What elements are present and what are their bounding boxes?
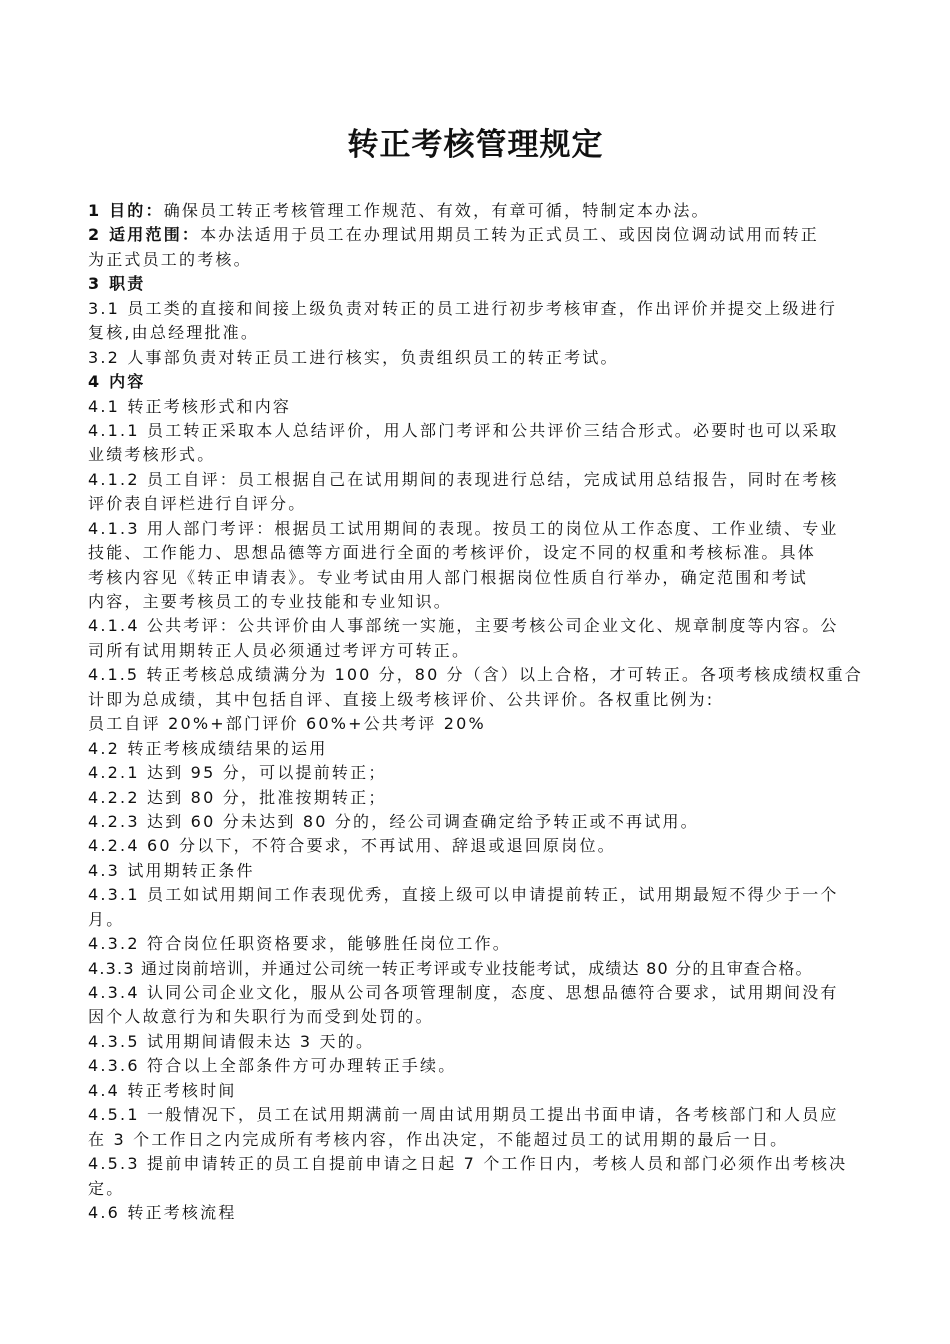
text-line xyxy=(88,932,863,956)
document-title: 转正考核管理规定 xyxy=(347,127,604,163)
line-text: 4.3.5 试用期间请假未达 3 天的。 xyxy=(88,1031,375,1051)
line-text: 4.5.3 提前申请转正的员工自提前申请之日起 7 个工作日内，考核人员和部门必须作出考核决 xyxy=(88,1154,848,1174)
text-line xyxy=(88,248,863,272)
text-line xyxy=(88,1103,863,1127)
line-text: 4.2.3 达到 60 分未达到 80 分的，经公司调查确定给予转正或不再试用。 xyxy=(88,811,699,831)
text-line xyxy=(88,810,863,834)
text-line xyxy=(88,908,863,932)
text-line xyxy=(88,419,863,443)
line-text: 业绩考核形式。 xyxy=(88,445,216,465)
line-text: 4.3.3 通过岗前培训，并通过公司统一转正考评或专业技能考试，成绩达 80 分的且审查合格。 xyxy=(88,958,813,978)
text-line xyxy=(88,688,863,712)
line-text: 因个人故意行为和失职行为而受到处罚的。 xyxy=(88,1007,434,1027)
text-line xyxy=(88,859,863,883)
line-text: 4.2 转正考核成绩结果的运用 xyxy=(88,738,328,758)
line-text: 4.3 试用期转正条件 xyxy=(88,860,255,880)
text-line xyxy=(88,1079,863,1103)
text-line xyxy=(88,737,863,761)
line-text: 在 3 个工作日之内完成所有考核内容，作出决定，不能超过员工的试用期的最后一日。 xyxy=(88,1129,789,1149)
line-text: 4.1.2 员工自评：员工根据自己在试用期间的表现进行总结，完成试用总结报告，同时在考核 xyxy=(88,469,839,489)
text-line xyxy=(88,223,863,247)
line-text: 员工自评 20%+部门评价 60%+公共考评 20% xyxy=(88,714,486,734)
text-line xyxy=(88,346,863,370)
line-text: 4.1.4 公共考评：公共评价由人事部统一实施，主要考核公司企业文化、规章制度等内容。公 xyxy=(88,616,839,636)
line-text: 4.3.6 符合以上全部条件方可办理转正手续。 xyxy=(88,1056,457,1076)
text-line xyxy=(88,1030,863,1054)
text-line xyxy=(88,981,863,1005)
line-text: 4.3.4 认同公司企业文化，服从公司各项管理制度，态度、思想品德符合要求，试用期间没有 xyxy=(88,983,839,1002)
text-line xyxy=(88,370,863,394)
text-line xyxy=(88,883,863,907)
text-line xyxy=(88,517,863,541)
line-text: 4.1 转正考核形式和内容 xyxy=(88,396,292,416)
line-text: 3.1 员工类的直接和间接上级负责对转正的员工进行初步考核审查，作出评价并提交上级进行 xyxy=(88,298,838,318)
line-text: 本办法适用于员工在办理试用期员工转为正式员工、或因岗位调动试用而转正 xyxy=(200,225,819,245)
line-text: 4.6 转正考核流程 xyxy=(88,1202,237,1222)
text-line xyxy=(88,957,863,981)
section-heading: 2 适用范围： xyxy=(88,225,201,245)
line-text: 评价表自评栏进行自评分。 xyxy=(88,494,307,514)
text-line xyxy=(88,492,863,516)
line-text: 内容，主要考核员工的专业技能和专业知识。 xyxy=(88,592,453,611)
text-line xyxy=(88,1128,863,1152)
text-line xyxy=(88,1177,863,1201)
text-line xyxy=(88,199,863,223)
text-line xyxy=(88,712,863,736)
text-line xyxy=(88,1201,863,1225)
line-text: 4.4 转正考核时间 xyxy=(88,1080,237,1100)
line-text: 4.2.4 60 分以下，不符合要求，不再试用、辞退或退回原岗位。 xyxy=(88,836,616,856)
text-line xyxy=(88,786,863,810)
section-heading: 4 内容 xyxy=(88,372,146,392)
text-line xyxy=(88,639,863,663)
line-text: 4.3.1 员工如试用期间工作表现优秀，直接上级可以申请提前转正，试用期最短不得少于一个 xyxy=(88,885,839,905)
text-line xyxy=(88,395,863,419)
line-text: 复核,由总经理批准。 xyxy=(88,323,260,343)
line-text: 为正式员工的考核。 xyxy=(88,249,252,269)
line-text: 4.2.1 达到 95 分，可以提前转正； xyxy=(88,763,387,783)
line-text: 确保员工转正考核管理工作规范、有效，有章可循，特制定本办法。 xyxy=(163,201,710,220)
line-text: 技能、工作能力、思想品德等方面进行全面的考核评价，设定不同的权重和考核标准。具体 xyxy=(88,543,817,563)
text-line xyxy=(88,272,863,296)
line-text: 司所有试用期转正人员必须通过考评方可转正。 xyxy=(88,640,471,660)
text-line xyxy=(88,761,863,785)
text-line xyxy=(88,468,863,492)
text-line xyxy=(88,614,863,638)
line-text: 4.1.1 员工转正采取本人总结评价，用人部门考评和公共评价三结合形式。必要时也可以采取 xyxy=(88,420,839,440)
line-text: 定。 xyxy=(88,1178,125,1198)
section-heading: 1 目的： xyxy=(88,201,164,220)
text-line xyxy=(88,590,863,614)
text-line xyxy=(88,443,863,467)
document-body xyxy=(88,199,863,1225)
text-line xyxy=(88,321,863,345)
line-text: 4.3.2 符合岗位任职资格要求，能够胜任岗位工作。 xyxy=(88,934,511,954)
text-line xyxy=(88,297,863,321)
text-line xyxy=(88,1152,863,1176)
line-text: 4.1.5 转正考核总成绩满分为 100 分，80 分（含）以上合格，才可转正。各项考核成绩权重合 xyxy=(88,665,863,685)
line-text: 4.2.2 达到 80 分，批准按期转正； xyxy=(88,787,387,807)
line-text: 4.5.1 一般情况下，员工在试用期满前一周由试用期员工提出书面申请，各考核部门和人员应 xyxy=(88,1105,839,1125)
text-line xyxy=(88,1005,863,1029)
text-line xyxy=(88,566,863,590)
text-line xyxy=(88,541,863,565)
text-line xyxy=(88,1054,863,1078)
line-text: 考核内容见《转正申请表》。专业考试由用人部门根据岗位性质自行举办，确定范围和考试 xyxy=(88,567,809,587)
line-text: 3.2 人事部负责对转正员工进行核实，负责组织员工的转正考试。 xyxy=(88,347,619,367)
text-line xyxy=(88,663,863,687)
line-text: 月。 xyxy=(88,909,125,929)
section-heading: 3 职责 xyxy=(88,274,146,294)
line-text: 4.1.3 用人部门考评：根据员工试用期间的表现。按员工的岗位从工作态度、工作业绩、专业 xyxy=(88,518,839,538)
line-text: 计即为总成绩，其中包括自评、直接上级考核评价、公共评价。各权重比例为: xyxy=(88,689,715,709)
text-line xyxy=(88,834,863,858)
